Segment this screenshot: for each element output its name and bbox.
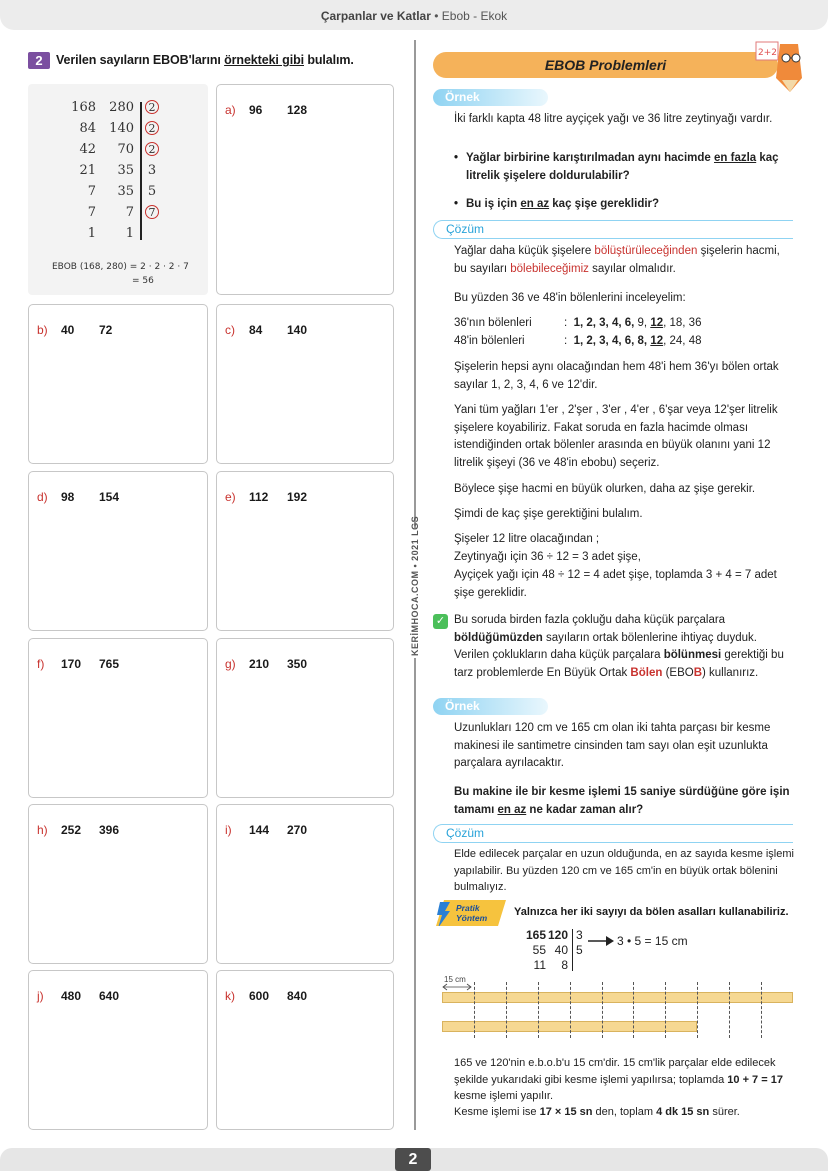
- division-cell: 5: [576, 943, 583, 957]
- division-cell: 3: [576, 928, 583, 942]
- exercise-number-2: 128: [287, 103, 308, 117]
- exercise-label: f): [37, 657, 45, 671]
- example2-question: Bu makine ile bir kesme işlemi 15 saniye sürdüğüne göre işin tamamı en az ne kadar zaman alır?: [454, 786, 790, 816]
- note-text: Bu soruda birden fazla çokluğu daha küçük parçalara böldüğümüzden sayıların ortak bölenlerine ihtiyaç duyduk. Verilen çoklukların daha küçük parçalara bölünmesi gerektiği bu tarz problemlerde En Büyük Ortak Bölen (EBOB) kullanırız.: [454, 614, 784, 679]
- cut-line: [570, 982, 571, 1038]
- exercise-number-2: 765: [99, 657, 120, 671]
- example1-question2: Bu iş için en az kaç şişe gereklidir?: [466, 198, 660, 210]
- svg-text:Pratik: Pratik: [456, 903, 480, 913]
- exercise-label: i): [225, 823, 232, 837]
- exercise-label: g): [225, 657, 236, 671]
- page-header: Çarpanlar ve Katlar • Ebob - Ekok: [0, 0, 828, 30]
- exercise-box[interactable]: [28, 970, 208, 1130]
- check-icon: ✓: [433, 614, 448, 629]
- exercise-box[interactable]: [28, 471, 208, 631]
- cut-line: [665, 982, 666, 1038]
- cut-line: [506, 982, 507, 1038]
- exercise-label: a): [225, 103, 236, 117]
- svg-text:Yöntem: Yöntem: [456, 913, 488, 923]
- exercise-label: j): [37, 989, 44, 1003]
- exercise-number-2: 640: [99, 989, 120, 1003]
- circled-prime: 2: [145, 142, 159, 156]
- example-num-a: 1: [87, 226, 96, 241]
- exercise-number-2: 154: [99, 490, 120, 504]
- exercise-label: h): [37, 823, 48, 837]
- page-number: 2: [395, 1148, 431, 1171]
- division-cell: 8: [561, 958, 568, 972]
- lightning-icon: [434, 900, 506, 926]
- exercise-number-2: 72: [99, 323, 113, 337]
- exercise-number-2: 270: [287, 823, 308, 837]
- solution2-para3: Kesme işlemi ise 17 × 15 sn den, toplam 4 dk 15 sn sürer.: [454, 1106, 740, 1118]
- divisors-36: 36'nın bölenleri : 1, 2, 3, 4, 6, 9, 12, 18, 36: [454, 317, 702, 329]
- exercise-box[interactable]: [28, 638, 208, 798]
- exercise-number-1: 84: [249, 323, 263, 337]
- side-watermark: [402, 515, 426, 658]
- example-num-a: 7: [87, 184, 96, 199]
- ornek-label: Örnek: [433, 89, 548, 106]
- example-num-a: 7: [87, 205, 96, 220]
- example1-text: İki farklı kapta 48 litre ayçiçek yağı ve 36 litre zeytinyağı vardır.: [454, 113, 773, 125]
- question-title: Verilen sayıların EBOB'larını örnekteki gibi bulalım.: [56, 53, 354, 67]
- exercise-number-2: 140: [287, 323, 308, 337]
- exercise-number-1: 170: [61, 657, 82, 671]
- exercise-number-2: 350: [287, 657, 308, 671]
- circled-prime: 2: [145, 121, 159, 135]
- exercise-label: e): [225, 490, 236, 504]
- exercise-label: c): [225, 323, 235, 337]
- cut-line: [761, 982, 762, 1038]
- solution2-para1: Elde edilecek parçalar en uzun olduğunda, en az sayıda kesme işlemi yapılabilir. Bu yüzden 120 cm ve 165 cm'in en büyük ortak bölenini bulmalıyız.: [454, 848, 794, 893]
- exercise-label: b): [37, 323, 48, 337]
- example-divisor: [142, 119, 162, 139]
- exercise-number-1: 480: [61, 989, 82, 1003]
- cut-line: [474, 982, 475, 1038]
- exercise-number-1: 40: [61, 323, 75, 337]
- example-divisor: [142, 161, 162, 181]
- exercise-number-1: 144: [249, 823, 270, 837]
- division-cell: 120: [547, 928, 568, 942]
- division-cell: 11: [533, 958, 546, 972]
- example-box: [28, 84, 208, 295]
- exercise-number-1: 210: [249, 657, 270, 671]
- example-result-line1: EBOB (168, 280) = 2 · 2 · 2 · 7: [52, 262, 189, 272]
- exercise-label: d): [37, 490, 48, 504]
- prime: 3: [147, 163, 157, 178]
- exercise-label: k): [225, 989, 235, 1003]
- example-num-b: 70: [117, 142, 134, 157]
- division-cell: 165: [525, 928, 546, 942]
- arrow-right-icon: [588, 934, 614, 948]
- solution1-para5: Böylece şişe hacmi en büyük olurken, daha az şişe gerekir.: [454, 483, 756, 495]
- example-num-b: 7: [125, 205, 134, 220]
- question-number: 2: [28, 52, 50, 69]
- example-num-a: 42: [79, 142, 96, 157]
- cut-line: [697, 982, 698, 1038]
- cm-label: 15 cm: [444, 975, 466, 984]
- example1-bullet2: •: [454, 198, 459, 210]
- example-num-a: 84: [79, 121, 96, 136]
- solution1-para3: Şişelerin hepsi aynı olacağından hem 48'i hem 36'yı bölen ortak sayılar 1, 2, 3, 4, 6 ve 12'dir.: [454, 361, 779, 391]
- example-num-b: 280: [109, 100, 134, 115]
- pencil-mascot-icon: [750, 38, 812, 94]
- example-num-b: 35: [117, 184, 134, 199]
- exercise-number-1: 252: [61, 823, 82, 837]
- example-result-line2: = 56: [132, 276, 154, 286]
- solution1-para4: Yani tüm yağları 1'er , 2'şer , 3'er , 4'er , 6'şar veya 12'şer litrelik şişelere koyabiliriz. Fakat soruda en fazla hacimde olması istendiğinden ortak bölenler arasında en büyük olanını yani 12 litrelik şişeyi (36 ve 48'in ebobu) seçeriz.: [454, 404, 778, 469]
- circled-prime: 7: [145, 205, 159, 219]
- example-divisor: [142, 140, 162, 160]
- solution1-para6: Şimdi de kaç şişe gerektiğini bulalım.: [454, 508, 643, 520]
- example2-text: Uzunlukları 120 cm ve 165 cm olan iki tahta parçası bir kesme makinesi ile santimetre cinsinden tam sayı olan eşit uzunlukta parçalara ayrılacaktır.: [454, 722, 771, 770]
- division-line-2: [572, 929, 573, 971]
- cozum-label-2: Çözüm: [433, 824, 793, 843]
- solution2-para2: 165 ve 120'nin e.b.o.b'u 15 cm'dir. 15 cm'lik parçalar elde edilecek şekilde yukarıdaki gibi kesme işlemi yapılırsa; toplamda 10 + 7 = 17 kesme işlemi yapılır.: [454, 1057, 783, 1102]
- exercise-number-2: 840: [287, 989, 308, 1003]
- exercise-box[interactable]: [216, 638, 394, 798]
- example-num-b: 1: [125, 226, 134, 241]
- side-text: KERİMHOCA.COM • 2021 LGS: [410, 515, 420, 656]
- solution1-para2: Bu yüzden 36 ve 48'in bölenlerini inceleyelim:: [454, 292, 686, 304]
- exercise-number-1: 600: [249, 989, 270, 1003]
- example-num-a: 168: [71, 100, 96, 115]
- solution1-para1: Yağlar daha küçük şişelere bölüştürüleceğinden şişelerin hacmi, bu sayıları bölebileceğimiz sayılar olmalıdır.: [454, 245, 780, 275]
- pratik-text: Yalnızca her iki sayıyı da bölen asalları kullanabiliriz.: [514, 906, 789, 918]
- wood-strip-165: [442, 992, 793, 1003]
- cut-line: [602, 982, 603, 1038]
- exercise-box[interactable]: [216, 970, 394, 1130]
- exercise-number-2: 192: [287, 490, 308, 504]
- exercise-number-1: 98: [61, 490, 75, 504]
- example-divisor: [142, 224, 162, 244]
- exercise-box[interactable]: [216, 304, 394, 464]
- example-divisor: [142, 203, 162, 223]
- exercise-box[interactable]: [216, 84, 394, 295]
- division-cell: 40: [554, 943, 568, 957]
- cut-line: [633, 982, 634, 1038]
- section-banner: EBOB Problemleri: [433, 52, 778, 78]
- header-title: Çarpanlar ve Katlar: [320, 9, 431, 23]
- cut-line: [729, 982, 730, 1038]
- exercise-box[interactable]: [28, 804, 208, 964]
- exercise-number-2: 396: [99, 823, 120, 837]
- solution1-para7b: Zeytinyağı için 36 ÷ 12 = 3 adet şişe,: [454, 551, 641, 563]
- exercise-box[interactable]: [216, 804, 394, 964]
- divisors-48: 48'in bölenleri : 1, 2, 3, 4, 6, 8, 12, 24, 48: [454, 335, 702, 347]
- ornek-label-2: Örnek: [433, 698, 548, 715]
- division-result: 3 • 5 = 15 cm: [617, 934, 688, 948]
- example-divisor: [142, 182, 162, 202]
- division-cell: 55: [532, 943, 546, 957]
- circled-prime: 2: [145, 100, 159, 114]
- exercise-number-1: 112: [249, 490, 269, 504]
- example-num-a: 21: [79, 163, 96, 178]
- solution1-para7a: Şişeler 12 litre olacağından ;: [454, 533, 600, 545]
- cut-line: [538, 982, 539, 1038]
- example-divisor: [142, 98, 162, 118]
- example1-question1: Yağlar birbirine karıştırılmadan aynı hacimde en fazla kaç litrelik şişelere doldurulabilir?: [466, 152, 779, 182]
- header-subtitle: Ebob - Ekok: [441, 9, 508, 23]
- exercise-box[interactable]: [28, 304, 208, 464]
- svg-text:2+2: 2+2: [758, 48, 777, 58]
- example1-bullet1: •: [454, 152, 459, 164]
- exercise-number-1: 96: [249, 103, 263, 117]
- measure-arrow-icon: [442, 983, 472, 991]
- example-num-b: 35: [117, 163, 134, 178]
- example-num-b: 140: [109, 121, 134, 136]
- exercise-box[interactable]: [216, 471, 394, 631]
- prime: 5: [147, 184, 157, 199]
- solution1-para7c: Ayçiçek yağı için 48 ÷ 12 = 4 adet şişe, toplamda 3 + 4 = 7 adet şişe gereklidir.: [454, 569, 777, 599]
- cozum-label: Çözüm: [433, 220, 793, 239]
